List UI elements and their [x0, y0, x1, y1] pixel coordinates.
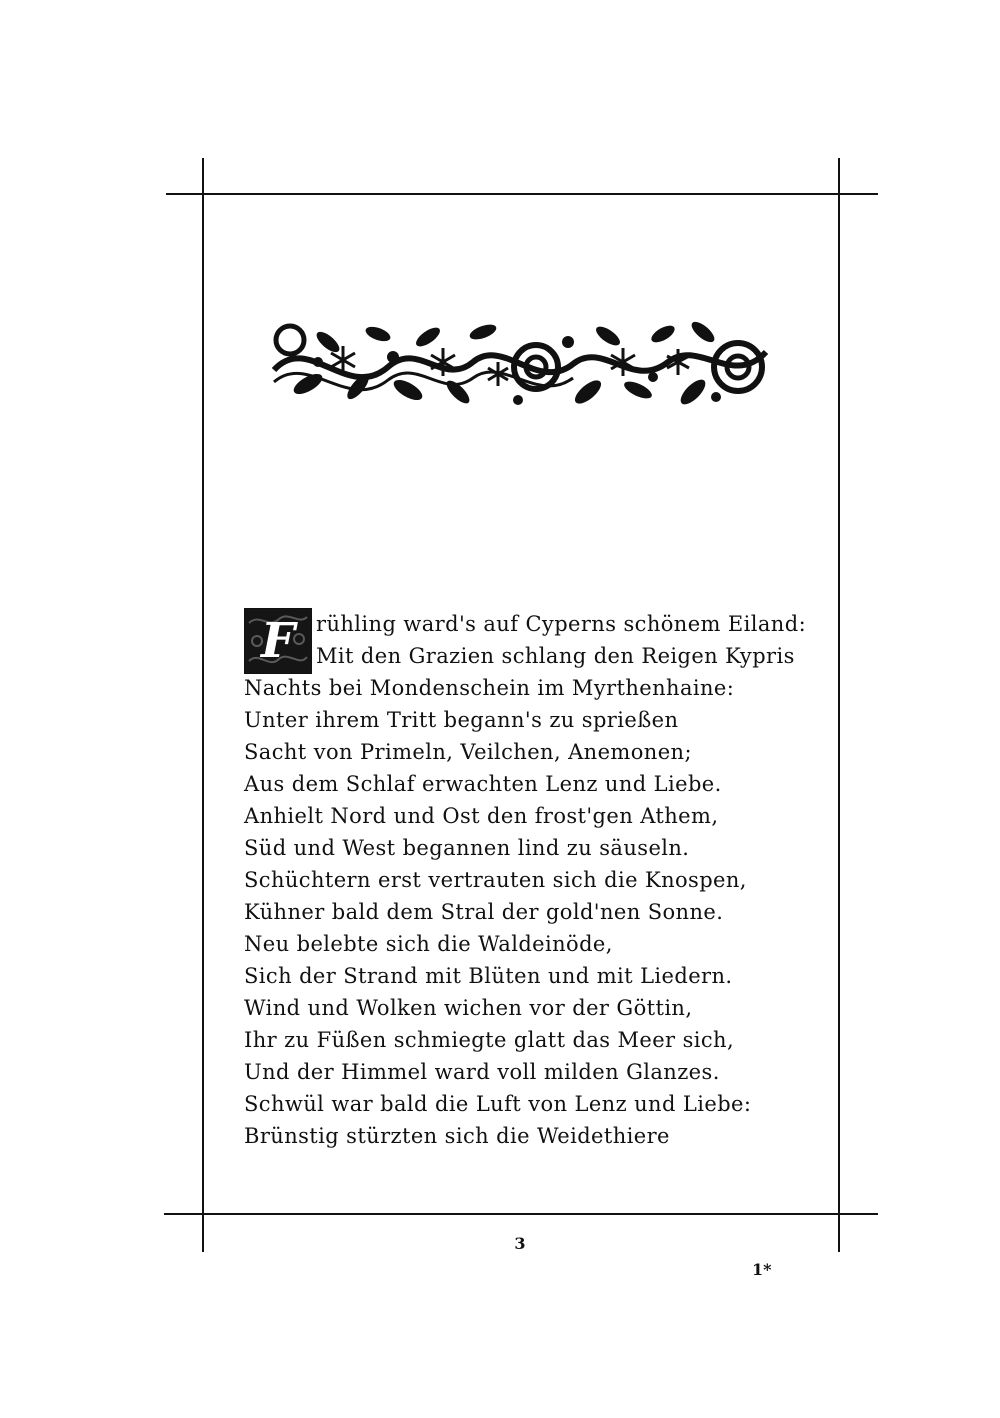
poem-line: Schwül war bald die Luft von Lenz und Liebe:: [244, 1092, 752, 1116]
poem-line: Mit den Grazien schlang den Reigen Kypris: [316, 644, 795, 668]
decorated-initial-icon: [244, 608, 312, 674]
bottom-frame-rule: [164, 1213, 878, 1215]
poem-line: Und der Himmel ward voll milden Glanzes.: [244, 1060, 720, 1084]
poem-line: Nachts bei Mondenschein im Myrthenhaine:: [244, 676, 735, 700]
poem-line: Sich der Strand mit Blüten und mit Liedern.: [244, 964, 733, 988]
poem-line: rühling ward's auf Cyperns schönem Eiland:: [316, 612, 807, 636]
signature-mark: 1*: [752, 1260, 772, 1279]
poem-line: Süd und West begannen lind zu säuseln.: [244, 836, 690, 860]
page-number: 3: [514, 1234, 526, 1253]
top-frame-rule: [166, 193, 878, 195]
floral-ornament-icon: [268, 312, 772, 412]
poem-line: Brünstig stürzten sich die Weidethiere: [244, 1124, 670, 1148]
left-frame-rule: [202, 158, 204, 1252]
poem-line: Unter ihrem Tritt begann's zu sprießen: [244, 708, 679, 732]
poem-line: Aus dem Schlaf erwachten Lenz und Liebe.: [244, 772, 722, 796]
poem-line: Schüchtern erst vertrauten sich die Knospen,: [244, 868, 747, 892]
drop-cap-letter: F: [260, 613, 296, 669]
poem-line: Anhielt Nord und Ost den frost'gen Athem,: [244, 804, 719, 828]
poem-line: Ihr zu Füßen schmiegte glatt das Meer sich,: [244, 1028, 735, 1052]
poem-line: Kühner bald dem Stral der gold'nen Sonne.: [244, 900, 724, 924]
right-frame-rule: [838, 158, 840, 1252]
poem-line: Sacht von Primeln, Veilchen, Anemonen;: [244, 740, 692, 764]
poem-line: Wind und Wolken wichen vor der Göttin,: [244, 996, 693, 1020]
poem-line: Neu belebte sich die Waldeinöde,: [244, 932, 613, 956]
